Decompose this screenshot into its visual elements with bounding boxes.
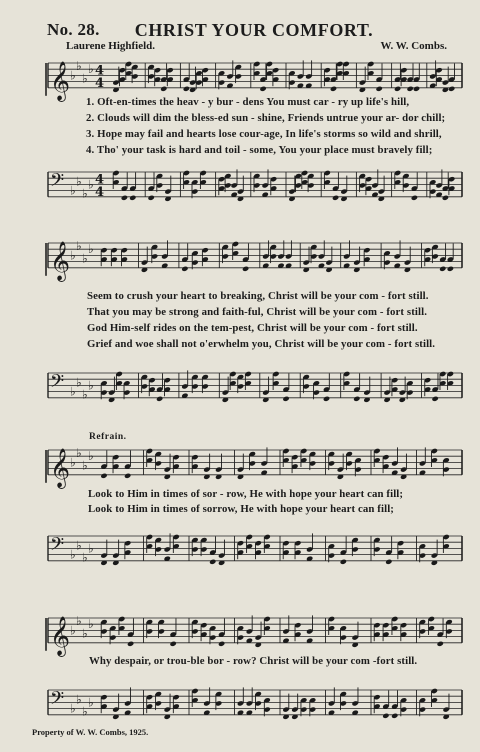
hymn-number: No. 28. xyxy=(47,20,100,39)
svg-text:♭: ♭ xyxy=(70,455,76,470)
lyricist-credit: Laurene Highfield. xyxy=(66,40,156,52)
verse-line-1: 1. Oft-en-times the heav - y bur - dens You must car - ry up life's hill, xyxy=(86,96,410,108)
svg-text:♭: ♭ xyxy=(76,614,82,629)
treble-staff-system-2 xyxy=(0,237,480,287)
svg-text:♭: ♭ xyxy=(88,449,94,464)
svg-text:♭: ♭ xyxy=(70,547,76,562)
svg-text:♭: ♭ xyxy=(76,59,82,74)
svg-text:4: 4 xyxy=(95,63,105,79)
svg-text:♭: ♭ xyxy=(82,387,88,402)
composer-credit: W. W. Combs. xyxy=(380,40,447,52)
svg-text:4: 4 xyxy=(95,172,105,188)
refrain-label: Refrain. xyxy=(89,432,127,442)
verse-line-4: 4. Tho' your task is hard and toil - some, You your place must bravely fill; xyxy=(86,144,433,156)
svg-text:𝄞: 𝄞 xyxy=(50,447,71,488)
svg-text:♭: ♭ xyxy=(88,695,94,710)
svg-text:♭: ♭ xyxy=(82,251,88,266)
verse-line-2-cont: That you may be strong and faith-ful, Christ will be your com - fort still. xyxy=(87,306,428,318)
svg-text:♭: ♭ xyxy=(82,186,88,201)
svg-text:♭: ♭ xyxy=(82,626,88,641)
svg-text:♭: ♭ xyxy=(88,378,94,393)
svg-text:4: 4 xyxy=(95,184,105,200)
svg-text:♭: ♭ xyxy=(76,446,82,461)
svg-text:♭: ♭ xyxy=(76,375,82,390)
bass-staff-system-1 xyxy=(0,166,480,216)
svg-text:♭: ♭ xyxy=(70,701,76,716)
svg-text:♭: ♭ xyxy=(76,538,82,553)
svg-text:𝄞: 𝄞 xyxy=(50,240,71,281)
svg-text:𝄞: 𝄞 xyxy=(50,615,71,656)
svg-text:♭: ♭ xyxy=(70,248,76,263)
svg-text:♭: ♭ xyxy=(82,71,88,86)
refrain-line-2: Look to Him in times of sorrow, He with hope your heart can fill; xyxy=(88,503,395,515)
treble-staff-system-3 xyxy=(0,444,480,494)
svg-text:𝄞: 𝄞 xyxy=(50,60,71,101)
svg-text:♭: ♭ xyxy=(70,384,76,399)
svg-text:♭: ♭ xyxy=(70,183,76,198)
svg-text:𝄢: 𝄢 xyxy=(50,371,65,397)
svg-text:♭: ♭ xyxy=(70,623,76,638)
svg-text:♭: ♭ xyxy=(76,239,82,254)
svg-text:♭: ♭ xyxy=(88,541,94,556)
bass-staff-system-3 xyxy=(0,530,480,580)
svg-text:♭: ♭ xyxy=(82,550,88,565)
svg-text:♭: ♭ xyxy=(88,617,94,632)
verse-line-3: 3. Hope may fail and hearts lose cour-age, In life's storms so wild and shrill, xyxy=(86,128,442,140)
svg-text:𝄢: 𝄢 xyxy=(50,688,65,714)
svg-text:♭: ♭ xyxy=(82,704,88,719)
verse-line-1-cont: Seem to crush your heart to breaking, Christ will be your com - fort still. xyxy=(87,290,429,302)
hymn-title: CHRIST YOUR COMFORT. xyxy=(134,20,374,40)
copyright-footer: Property of W. W. Combs, 1925. xyxy=(32,727,149,737)
refrain-line-3: Why despair, or trou-ble bor - row? Christ will be your com -fort still. xyxy=(89,655,418,667)
svg-text:4: 4 xyxy=(95,75,105,91)
svg-text:♭: ♭ xyxy=(88,62,94,77)
refrain-line-1: Look to Him in times of sor - row, He with hope your heart can fill; xyxy=(88,488,404,500)
svg-text:𝄢: 𝄢 xyxy=(50,534,65,560)
svg-text:♭: ♭ xyxy=(76,692,82,707)
svg-text:♭: ♭ xyxy=(70,68,76,83)
verse-line-3-cont: God Him-self rides on the tem-pest, Christ will be your com - fort still. xyxy=(87,322,418,334)
svg-text:♭: ♭ xyxy=(88,177,94,192)
svg-text:♭: ♭ xyxy=(82,458,88,473)
svg-text:♭: ♭ xyxy=(88,242,94,257)
svg-text:♭: ♭ xyxy=(76,174,82,189)
svg-text:𝄢: 𝄢 xyxy=(50,170,65,196)
bass-staff-system-2 xyxy=(0,367,480,417)
verse-line-2: 2. Clouds will dim the bless-ed sun - shine, Friends untrue your ar- dor chill; xyxy=(86,112,446,124)
verse-line-4-cont: Grief and woe shall not o'erwhelm you, Christ will be your com - fort still. xyxy=(87,338,436,350)
